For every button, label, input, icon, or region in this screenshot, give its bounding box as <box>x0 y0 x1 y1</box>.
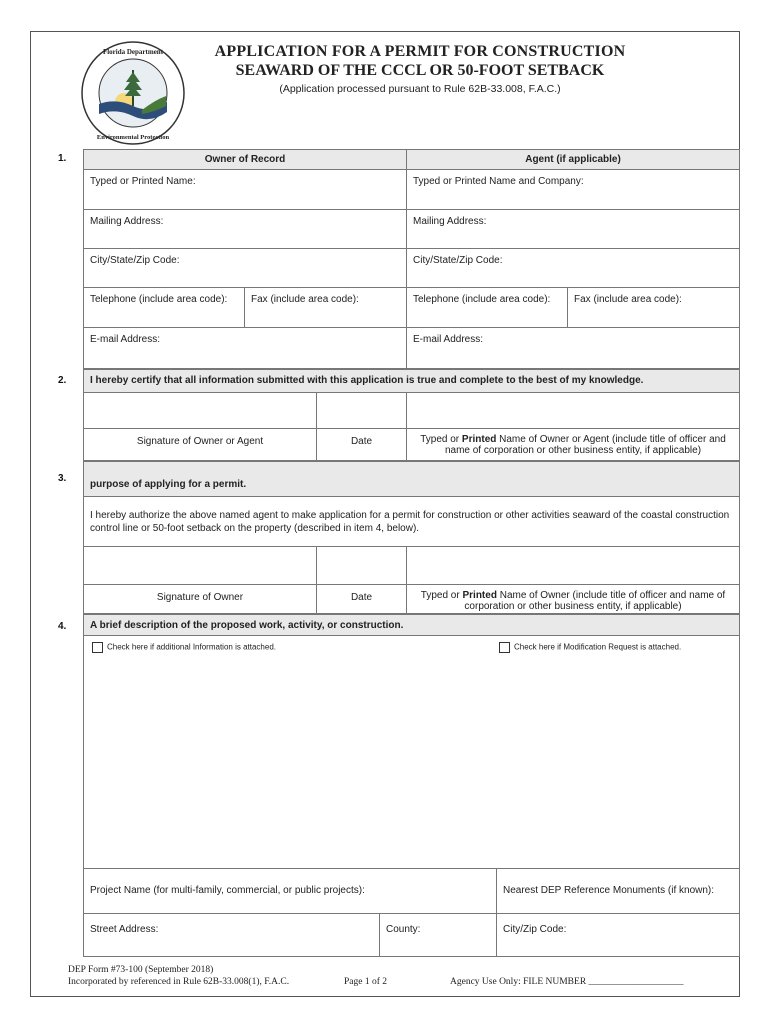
owner-mailing-field[interactable]: Mailing Address: <box>90 216 164 227</box>
owner-email-field[interactable]: E-mail Address: <box>90 334 161 345</box>
section2-date-input[interactable] <box>317 393 406 428</box>
section3-signature-label: Signature of Owner <box>156 592 244 603</box>
agent-city-field[interactable]: City/State/Zip Code: <box>413 255 503 266</box>
section2-printed-name-input[interactable] <box>407 393 739 428</box>
county-field[interactable]: County: <box>386 924 421 935</box>
section2-date-label: Date <box>350 436 373 447</box>
checkbox-icon[interactable] <box>92 642 103 653</box>
section3-number: 3. <box>58 473 67 484</box>
footer-incorporated: Incorporated by referenced in Rule 62B-33.008(1), F.A.C. <box>68 977 290 987</box>
owner-agent-signature-input[interactable] <box>84 393 316 428</box>
section2-statement: I hereby certify that all information submitted with this application is true and complete to the best of my knowledge. <box>84 370 739 392</box>
reference-monuments-field[interactable]: Nearest DEP Reference Monuments (if known): <box>503 885 715 896</box>
section2-name-label: Typed or Printed Name of Owner or Agent (include title of officer and name of corporation or other business entity, if applicable) <box>420 434 726 456</box>
section3-printed-name-input[interactable] <box>407 547 739 584</box>
city-zip-field[interactable]: City/Zip Code: <box>503 924 567 935</box>
agent-email-field[interactable]: E-mail Address: <box>413 334 484 345</box>
footer-agency-use: Agency Use Only: FILE NUMBER ____________________ <box>450 977 684 987</box>
section3-name-label: Typed or Printed Name of Owner (include title of officer and name of corporation or other business entity, if applicable) <box>420 590 726 612</box>
modification-request-check[interactable]: Check here if Modification Request is attached. <box>493 638 687 657</box>
dep-seal-logo <box>80 40 186 146</box>
form-title <box>200 42 640 95</box>
agent-mailing-field[interactable]: Mailing Address: <box>413 216 487 227</box>
owner-header: Owner of Record <box>84 150 406 169</box>
agent-fax-field[interactable]: Fax (include area code): <box>574 294 682 305</box>
owner-fax-field[interactable]: Fax (include area code): <box>251 294 359 305</box>
section4-number: 4. <box>58 621 67 632</box>
owner-phone-field[interactable]: Telephone (include area code): <box>90 294 228 305</box>
agent-phone-field[interactable]: Telephone (include area code): <box>413 294 551 305</box>
owner-name-field[interactable]: Typed or Printed Name: <box>90 176 196 187</box>
owner-city-field[interactable]: City/State/Zip Code: <box>90 255 180 266</box>
title-line1: APPLICATION FOR A PERMIT FOR CONSTRUCTION <box>214 43 626 60</box>
checkbox-icon[interactable] <box>499 642 510 653</box>
agent-name-field[interactable]: Typed or Printed Name and Company: <box>413 176 584 187</box>
owner-signature-input[interactable] <box>84 547 316 584</box>
title-line2: SEAWARD OF THE CCCL OR 50-FOOT SETBACK <box>235 62 605 79</box>
svg-text:Environmental Protection: Environmental Protection <box>96 134 170 141</box>
section3-date-input[interactable] <box>317 547 406 584</box>
agent-header: Agent (if applicable) <box>407 150 739 169</box>
section2-number: 2. <box>58 375 67 386</box>
section2-signature-label: Signature of Owner or Agent <box>136 436 264 447</box>
section3-date-label: Date <box>350 592 373 603</box>
street-address-field[interactable]: Street Address: <box>90 924 159 935</box>
section4-heading: A brief description of the proposed work, activity, or construction. <box>84 615 739 635</box>
footer-page-number: Page 1 of 2 <box>344 977 388 987</box>
section3-authorization-text: I hereby authorize the above named agent to make application for a permit for construction or other activities seaward of the coastal construction control line or 50-foot setback on the property (described in item 4, below). <box>90 510 730 534</box>
section3-heading: purpose of applying for a permit. <box>84 462 739 496</box>
svg-text:Florida Department: Florida Department <box>102 48 164 56</box>
section1-number: 1. <box>58 153 67 164</box>
title-subtitle: (Application processed pursuant to Rule 62B-33.008, F.A.C.) <box>279 83 561 95</box>
footer-form-number: DEP Form #73-100 (September 2018) <box>68 965 214 975</box>
description-textarea[interactable] <box>84 656 739 868</box>
project-name-field[interactable]: Project Name (for multi-family, commercial, or public projects): <box>90 885 365 896</box>
additional-info-check[interactable]: Check here if additional Information is attached. <box>86 638 282 657</box>
